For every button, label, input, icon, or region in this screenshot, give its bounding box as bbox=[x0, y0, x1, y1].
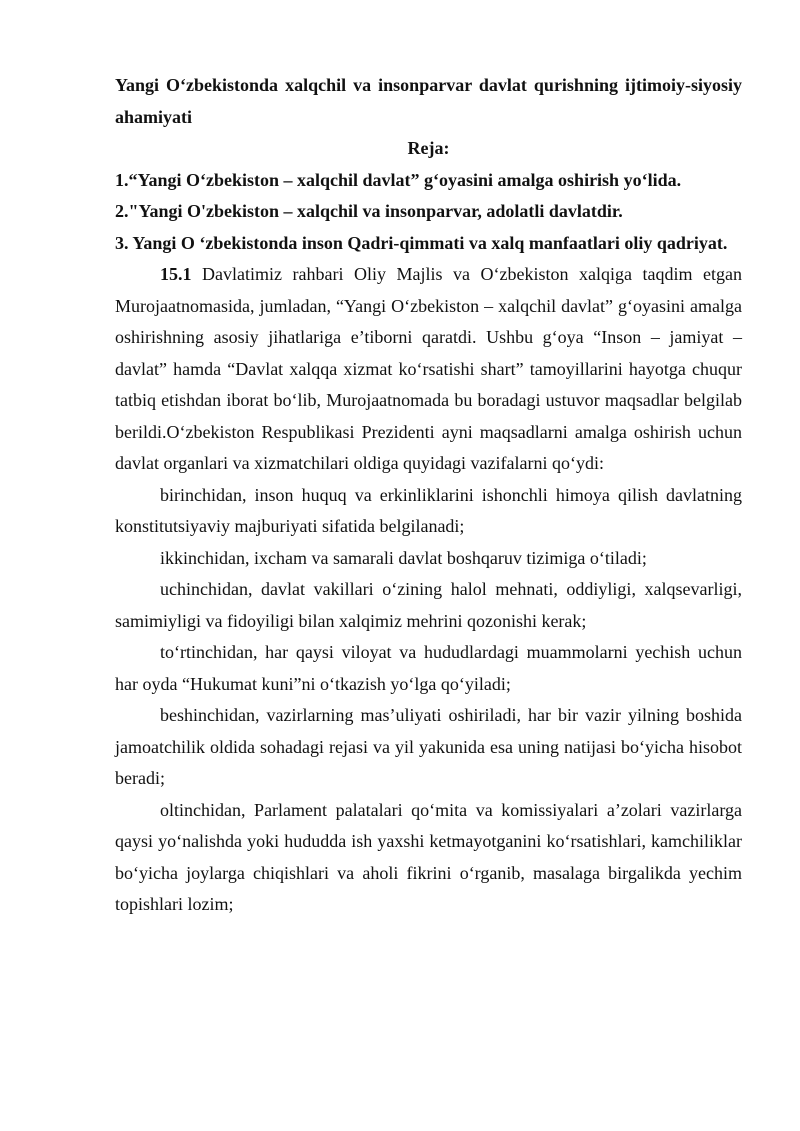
intro-text: Davlatimiz rahbari Oliy Majlis va O‘zbekiston xalqiga taqdim etgan Murojaatnomasida, jumladan, “Yangi O‘zbekiston – xalqchil davlat” g‘oyasini amalga oshirishning asosiy jihatlariga e’tiborni qaratdi. Ushbu g‘oya “Inson – jamiyat – davlat” hamda “Davlat xalqqa xizmat ko‘rsatishi shart” tamoyillarini hayotga chuqur tatbiq etishdan iborat bo‘lib, Murojaatnomada bu boradagi ustuvor maqsadlar belgilab berildi.O‘zbekiston Respublikasi Prezidenti ayni maqsadlarni amalga oshirish uchun davlat organlari va xizmatchilari oldiga quyidagi vazifalarni qo‘ydi: bbox=[115, 264, 742, 473]
document-page bbox=[115, 70, 742, 921]
task-paragraph-3: uchinchidan, davlat vakillari o‘zining halol mehnati, oddiyligi, xalqsevarligi, samimiyligi va fidoyiligi bilan xalqimiz mehrini qozonishi kerak; bbox=[115, 579, 742, 631]
intro-paragraph bbox=[115, 259, 742, 480]
task-paragraph-2: ikkinchidan, ixcham va samarali davlat boshqaruv tizimiga o‘tiladi; bbox=[160, 547, 647, 568]
task-paragraph-5: beshinchidan, vazirlarning mas’uliyati oshiriladi, har bir vazir yilning boshida jamoatchilik oldida sohadagi rejasi va yil yakunida esa uning natijasi bo‘yicha hisobot beradi; bbox=[115, 705, 742, 788]
task-paragraph-1: birinchidan, inson huquq va erkinliklarini ishonchli himoya qilish davlatning konstitutsiyaviy majburiyati sifatida belgilanadi; bbox=[115, 484, 742, 536]
plan-heading: Reja: bbox=[407, 138, 450, 158]
plan-item-1: 1.“Yangi O‘zbekiston – xalqchil davlat” g‘oyasini amalga oshirish yo‘lida. bbox=[115, 169, 682, 190]
plan-item-2: 2."Yangi O'zbekiston – xalqchil va insonparvar, adolatli davlatdir. bbox=[115, 201, 623, 221]
task-paragraph-6: oltinchidan, Parlament palatalari qo‘mita va komissiyalari a’zolari vazirlarga qaysi yo‘nalishda yoki hududda ish yaxshi ketmayotganini ko‘rsatishlari, kamchiliklar bo‘yicha joylarga chiqishlari va aholi fikrini o‘rganib, masalaga birgalikda yechim topishlari lozim; bbox=[115, 799, 742, 914]
document-title: Yangi O‘zbekistonda xalqchil va insonparvar davlat qurishning ijtimoiy-siyosiy ahamiyati bbox=[115, 75, 742, 127]
plan-item-3: 3. Yangi O ‘zbekistonda inson Qadri-qimmati va xalq manfaatlari oliy qadriyat. bbox=[115, 232, 728, 253]
task-paragraph-4: to‘rtinchidan, har qaysi viloyat va hududlardagi muammolarni yechish uchun har oyda “Hukumat kuni”ni o‘tkazish yo‘lga qo‘yiladi; bbox=[115, 642, 742, 694]
section-number: 15.1 bbox=[160, 264, 192, 284]
